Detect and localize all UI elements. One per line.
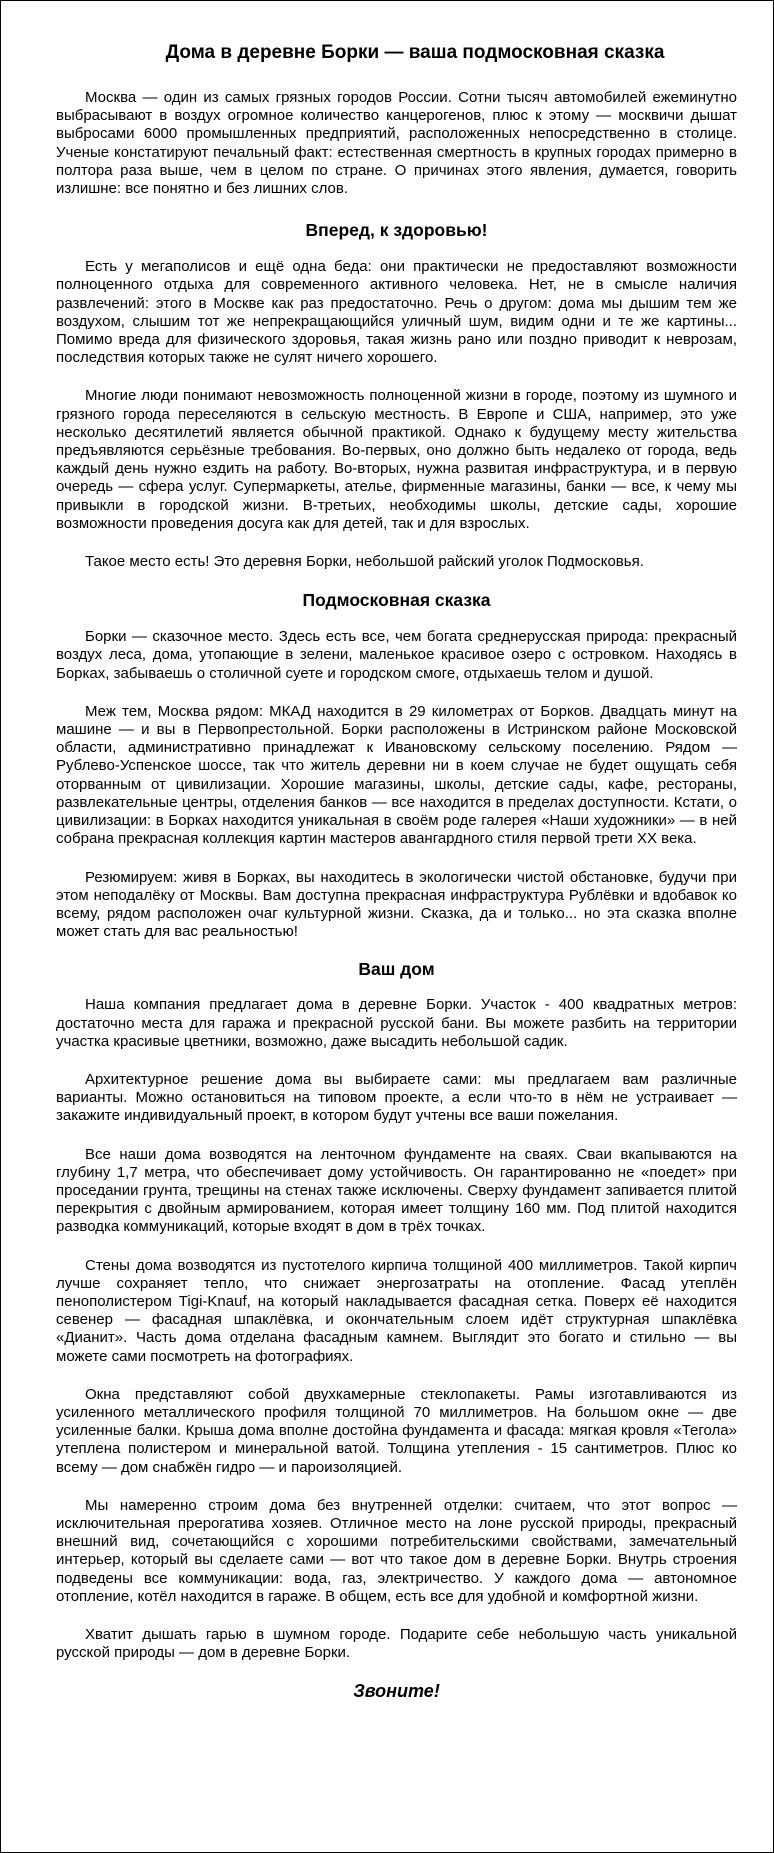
paragraph: Хватит дышать гарью в шумном городе. Подарите себе небольшую часть уникальной русской природы — дом в деревне Борки.	[56, 1626, 737, 1662]
paragraph: Стены дома возводятся из пустотелого кирпича толщиной 400 миллиметров. Такой кирпич лучше сохраняет тепло, что снижает энергозатраты на отопление. Фасад утеплён пенополистером Tigi-Knauf, на который накладывается фасадная сетка. Поверх её находится севенер — фасадная шпаклёвка, и окончательным слоем идёт структурная шпаклёвка «Дианит». Часть дома отделана фасадным камнем. Выглядит это богато и стильно — вы можете сами посмотреть на фотографиях.	[56, 1256, 737, 1365]
paragraph: Многие люди понимают невозможность полноценной жизни в городе, поэтому из шумного и грязного города переселяются в сельскую местность. В Европе и США, например, это уже несколько десятилетий является обычной практикой. Однако к будущему месту жительства предъявляются серьёзные требования. Во-первых, оно должно быть недалеко от города, ведь каждый день нужно ездить на работу. Во-вторых, нужна развитая инфраструктура, и в первую очередь — сфера услуг. Супермаркеты, ателье, фирменные магазины, банки — все, к чему мы привыкли в городской жизни. В-третьих, необходимы школы, детские сады, хорошие возможности проведения досуга как для детей, так и для взрослых.	[56, 387, 737, 532]
paragraph: Окна представляют собой двухкамерные стеклопакеты. Рамы изготавливаются из усиленного металлического профиля толщиной 70 миллиметров. На большом окне — две усиленные балки. Крыша дома вполне достойна фундамента и фасада: мягкая кровля «Тегола» утеплена полистером и минеральной ватой. Толщина утепления - 15 сантиметров. Плюс ко всему — дом снабжён гидро — и пароизоляцией.	[56, 1385, 737, 1476]
paragraph: Мы намеренно строим дома без внутренней отделки: считаем, что этот вопрос — исключительная прерогатива хозяев. Отличное место на лоне русской природы, прекрасный внешний вид, сочетающийся с хорошими потребительскими свойствами, замечательный интерьер, который вы сделаете сами — вот что такое дом в деревне Борки. Внутрь строения подведены все коммуникации: вода, газ, электричество. У каждого дома — автономное отопление, котёл находится в гараже. В общем, есть все для удобной и комфортной жизни.	[56, 1496, 737, 1605]
paragraph: Такое место есть! Это деревня Борки, небольшой райский уголок Подмосковья.	[85, 553, 644, 571]
paragraph: Есть у мегаполисов и ещё одна беда: они практически не предоставляют возможности полноценного отдыха для современного активного человека. Нет, не в смысле наличия развлечений: этого в Москве как раз предостаточно. Речь о другом: дома мы дышим тем же воздухом, слышим тот же непрекращающийся уличный шум, видим одни и те же картины... Помимо вреда для физического здоровья, такая жизнь рано или поздно приводит к неврозам, последствия которых также не сулят ничего хорошего.	[56, 258, 737, 367]
closing-call-to-action: Звоните!	[353, 1681, 440, 1702]
section-heading-your-home: Ваш дом	[358, 959, 435, 980]
article-title: Дома в деревне Борки — ваша подмосковная сказка	[165, 42, 665, 63]
paragraph: Архитектурное решение дома вы выбираете сами: мы предлагаем вам различные варианты. Можно остановиться на типовом проекте, а если что-то в нём не устраивает — закажите индивидуальный проект, в котором будут учтены все ваши пожелания.	[56, 1070, 737, 1125]
paragraph: Наша компания предлагает дома в деревне Борки. Участок - 400 квадратных метров: достаточно места для гаража и прекрасной русской бани. Вы можете разбить на территории участка красивые цветники, возможно, даже высадить небольшой садик.	[56, 996, 737, 1050]
intro-paragraph: Москва — один из самых грязных городов России. Сотни тысяч автомобилей ежеминутно выбрасывают в воздух огромное количество канцерогенов, плюс к этому — москвичи дышат выбросами 6000 промышленных предприятий, расположенных непосредственно в столице. Ученые констатируют печальный факт: естественная смертность в крупных городах примерно в полтора раза выше, чем в целом по стране. О причинах этого явления, думается, говорить излишне: все понятно и без лишних слов.	[56, 89, 737, 198]
article	[56, 31, 737, 1703]
paragraph: Все наши дома возводятся на ленточном фундаменте на сваях. Сваи вкапываются на глубину 1,7 метра, что обеспечивает дому устойчивость. Он гарантированно не «поедет» при проседании грунта, трещины на стенах также исключены. Сверху фундамент запивается плитой перекрытия с двойным армированием, которая имеет толщину 160 мм. Под плитой находится разводка коммуникаций, которые входят в дом в трёх точках.	[56, 1145, 737, 1236]
paragraph: Меж тем, Москва рядом: МКАД находится в 29 километрах от Борков. Двадцать минут на машине — и вы в Первопрестольной. Борки расположены в Истринском районе Московской области, административно принадлежат к Ивановскому сельскому поселению. Рядом — Рублево-Успенское шоссе, так что житель деревни ни в коем случае не будет ощущать себя оторванным от цивилизации. Хорошие магазины, школы, детские сады, кафе, рестораны, развлекательные центры, отделения банков — все находится в пределах доступности. Кстати, о цивилизации: в Борках находится уникальная в своём роде галерея «Наши художники» — в ней собрана прекрасная коллекция картин мастеров авангардного стиля первой трети XX века.	[56, 702, 737, 848]
section-heading-fairytale: Подмосковная сказка	[302, 590, 491, 611]
paragraph: Резюмируем: живя в Борках, вы находитесь в экологически чистой обстановке, будучи при этом неподалёку от Москвы. Вам доступна прекрасная инфраструктура Рублёвки и вдобавок ко всему, рядом расположен очаг культурной жизни. Сказка, да и только... но эта сказка вполне может стать для вас реальностью!	[56, 868, 737, 941]
section-heading-health: Вперед, к здоровью!	[305, 220, 488, 241]
paragraph: Борки — сказочное место. Здесь есть все, чем богата среднерусская природа: прекрасный воздух леса, дома, утопающие в зелени, маленькое красивое озеро с островком. Находясь в Борках, забываешь о столичной суете и городском смоге, отдыхаешь телом и душой.	[56, 628, 737, 682]
